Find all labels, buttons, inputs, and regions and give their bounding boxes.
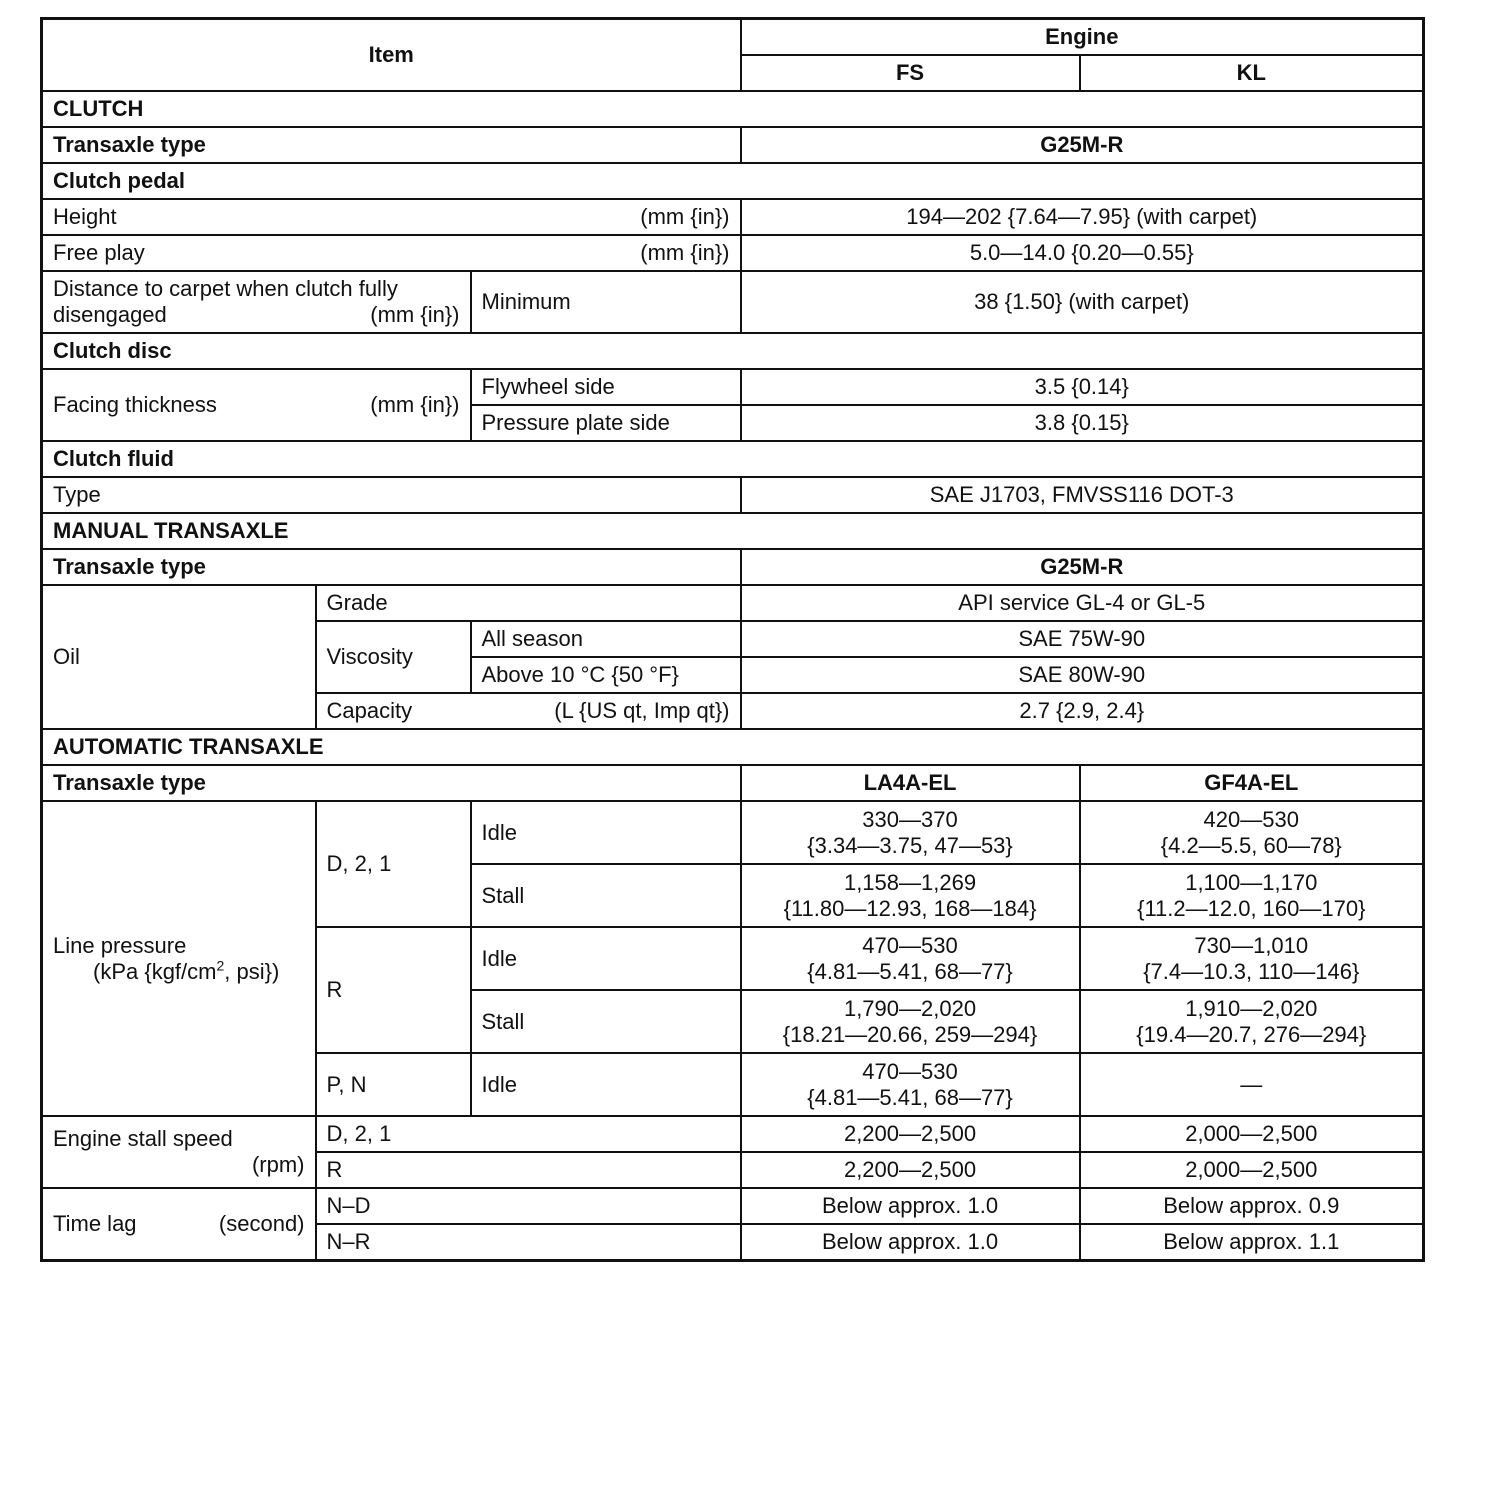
range-r-label: R (316, 927, 471, 1053)
section-manual-transaxle: MANUAL TRANSAXLE (42, 513, 1424, 549)
manual-transaxle-type-label: Transaxle type (42, 549, 741, 585)
auto-transaxle-type-label: Transaxle type (42, 765, 741, 801)
r-idle-kl: 730—1,010 {7.4—10.3, 110—146} (1080, 927, 1424, 990)
above-10c-label: Above 10 °C {50 °F} (471, 657, 741, 693)
facing-unit: (mm {in}) (370, 392, 460, 417)
d21-stall-kl: 1,100—1,170 {11.2—12.0, 160—170} (1080, 864, 1424, 927)
viscosity-label: Viscosity (316, 621, 471, 693)
distance-unit: (mm {in}) (370, 302, 460, 327)
nd-fs: Below approx. 1.0 (741, 1188, 1080, 1224)
clutch-transaxle-type-label: Transaxle type (42, 127, 741, 163)
header-fs: FS (741, 55, 1080, 91)
header-kl: KL (1080, 55, 1424, 91)
fluid-type-value: SAE J1703, FMVSS116 DOT-3 (741, 477, 1424, 513)
auto-transaxle-type-fs: LA4A-EL (741, 765, 1080, 801)
nr-kl: Below approx. 1.1 (1080, 1224, 1424, 1261)
grade-value: API service GL-4 or GL-5 (741, 585, 1424, 621)
capacity-label: Capacity (326, 698, 413, 723)
range-d21-label: D, 2, 1 (316, 801, 471, 927)
free-play-value: 5.0—14.0 {0.20—0.55} (741, 235, 1424, 271)
free-play-unit: (mm {in}) (640, 240, 730, 265)
d21-idle-kl: 420—530 {4.2—5.5, 60—78} (1080, 801, 1424, 864)
pn-idle-fs: 470—530 {4.81—5.41, 68—77} (741, 1053, 1080, 1116)
oil-label: Oil (42, 585, 316, 729)
manual-transaxle-type-value: G25M-R (741, 549, 1424, 585)
facing-label: Facing thickness (53, 392, 217, 417)
stall-speed-unit: (rpm) (251, 1152, 305, 1177)
above-10c-value: SAE 80W-90 (741, 657, 1424, 693)
line-pressure-label-cell (42, 801, 316, 1116)
distance-sub-label: Minimum (471, 271, 741, 333)
stall-speed-r-kl: 2,000—2,500 (1080, 1152, 1424, 1188)
distance-label-cell (42, 271, 471, 333)
d21-stall-fs: 1,158—1,269 {11.80—12.93, 168—184} (741, 864, 1080, 927)
distance-value: 38 {1.50} (with carpet) (741, 271, 1424, 333)
stall-speed-r-fs: 2,200—2,500 (741, 1152, 1080, 1188)
fluid-type-label: Type (42, 477, 741, 513)
d21-idle-label: Idle (471, 801, 741, 864)
group-clutch-fluid: Clutch fluid (42, 441, 1424, 477)
nr-label: N–R (316, 1224, 741, 1261)
stall-speed-d21-kl: 2,000—2,500 (1080, 1116, 1424, 1152)
time-lag-label: Time lag (53, 1211, 137, 1236)
grade-label: Grade (316, 585, 741, 621)
stall-speed-d21-fs: 2,200—2,500 (741, 1116, 1080, 1152)
stall-speed-label: Engine stall speed (53, 1126, 233, 1151)
nr-fs: Below approx. 1.0 (741, 1224, 1080, 1261)
stall-speed-r-label: R (316, 1152, 741, 1188)
height-row-label (42, 199, 741, 235)
time-lag-label-cell (42, 1188, 316, 1261)
section-automatic-transaxle: AUTOMATIC TRANSAXLE (42, 729, 1424, 765)
d21-idle-fs: 330—370 {3.34—3.75, 47—53} (741, 801, 1080, 864)
range-pn-label: P, N (316, 1053, 471, 1116)
specification-table (40, 17, 1425, 1262)
stall-speed-d21-label: D, 2, 1 (316, 1116, 741, 1152)
pn-idle-label: Idle (471, 1053, 741, 1116)
free-play-row-label (42, 235, 741, 271)
line-pressure-label: Line pressure (53, 932, 187, 958)
r-idle-fs: 470—530 {4.81—5.41, 68—77} (741, 927, 1080, 990)
capacity-unit: (L {US qt, Imp qt}) (554, 698, 730, 723)
line-pressure-unit: (kPa {$kgf/cm^2$, psi}) (93, 957, 280, 984)
header-item: Item (42, 19, 741, 92)
capacity-label-cell (316, 693, 741, 729)
height-value: 194—202 {7.64—7.95} (with carpet) (741, 199, 1424, 235)
distance-label-line2: disengaged (53, 302, 167, 327)
group-clutch-pedal: Clutch pedal (42, 163, 1424, 199)
distance-label-line1: Distance to carpet when clutch fully (53, 276, 398, 301)
nd-kl: Below approx. 0.9 (1080, 1188, 1424, 1224)
header-engine: Engine (741, 19, 1424, 56)
pn-idle-kl: — (1080, 1053, 1424, 1116)
pressure-plate-label: Pressure plate side (471, 405, 741, 441)
free-play-label: Free play (53, 240, 145, 265)
flywheel-value: 3.5 {0.14} (741, 369, 1424, 405)
pressure-plate-value: 3.8 {0.15} (741, 405, 1424, 441)
all-season-value: SAE 75W-90 (741, 621, 1424, 657)
clutch-transaxle-type-value: G25M-R (741, 127, 1424, 163)
flywheel-label: Flywheel side (471, 369, 741, 405)
capacity-value: 2.7 {2.9, 2.4} (741, 693, 1424, 729)
height-unit: (mm {in}) (640, 204, 730, 229)
section-clutch: CLUTCH (42, 91, 1424, 127)
all-season-label: All season (471, 621, 741, 657)
r-idle-label: Idle (471, 927, 741, 990)
facing-label-cell (42, 369, 471, 441)
auto-transaxle-type-kl: GF4A-EL (1080, 765, 1424, 801)
d21-stall-label: Stall (471, 864, 741, 927)
group-clutch-disc: Clutch disc (42, 333, 1424, 369)
nd-label: N–D (316, 1188, 741, 1224)
r-stall-kl: 1,910—2,020 {19.4—20.7, 276—294} (1080, 990, 1424, 1053)
stall-speed-label-cell (42, 1116, 316, 1188)
r-stall-fs: 1,790—2,020 {18.21—20.66, 259—294} (741, 990, 1080, 1053)
height-label: Height (53, 204, 117, 229)
time-lag-unit: (second) (218, 1211, 305, 1236)
r-stall-label: Stall (471, 990, 741, 1053)
